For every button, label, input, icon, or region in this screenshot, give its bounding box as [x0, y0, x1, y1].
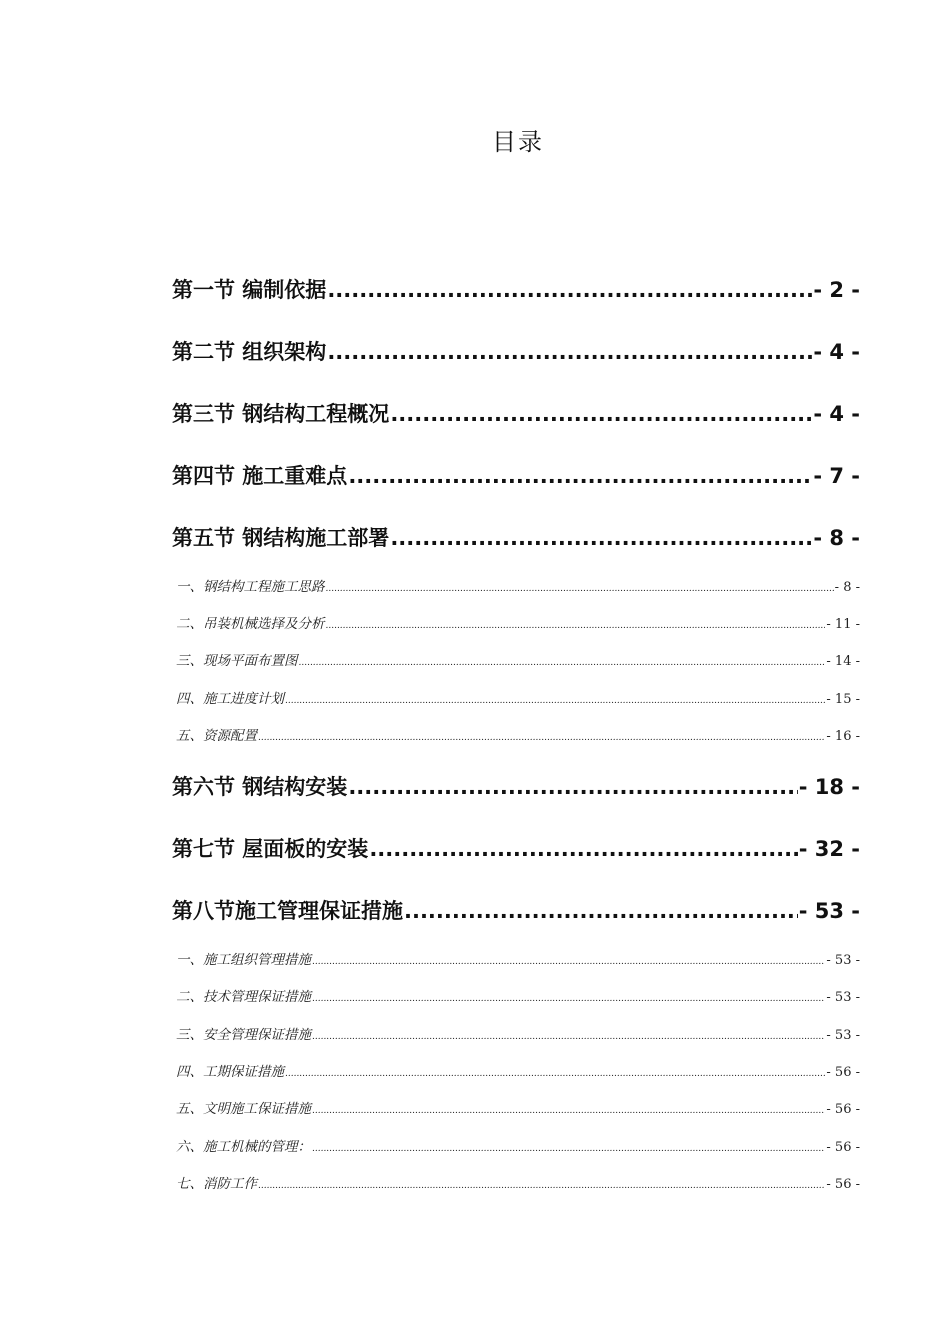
toc-subentry-page: - 56 - [826, 1177, 860, 1192]
toc-subentry-label: 二、吊装机械选择及分析 [176, 616, 325, 632]
toc-dot-leader [258, 726, 825, 748]
toc-subentry[interactable] [172, 577, 860, 597]
toc-dot-leader [404, 896, 798, 926]
toc-subentry[interactable] [172, 726, 860, 746]
toc-entry-label: 第八节施工管理保证措施 [172, 899, 403, 923]
toc-entry[interactable] [172, 275, 860, 305]
toc-dot-leader [312, 987, 825, 1009]
toc-subentry-label: 三、安全管理保证措施 [176, 1027, 311, 1043]
toc-dot-leader [369, 834, 797, 864]
toc-subentry-label: 四、施工进度计划 [176, 691, 284, 707]
toc-dot-leader [348, 772, 797, 802]
toc-subentry-page: - 11 - [826, 617, 860, 632]
toc-dot-leader [312, 950, 825, 972]
toc-subentry-page: - 56 - [826, 1065, 860, 1080]
toc-subentry[interactable] [172, 987, 860, 1007]
toc-entry-label: 第二节 组织架构 [172, 340, 327, 364]
toc-subentry-page: - 53 - [826, 990, 860, 1005]
toc-entry[interactable] [172, 399, 860, 429]
toc-subentry[interactable] [172, 689, 860, 709]
toc-subentry[interactable] [172, 651, 860, 671]
toc-subentry[interactable] [172, 1062, 860, 1082]
toc-entry[interactable] [172, 461, 860, 491]
toc-subentry[interactable] [172, 1025, 860, 1045]
toc-subentry[interactable] [172, 950, 860, 970]
toc-entry-page: - 4 - [813, 340, 860, 364]
toc-subentry[interactable] [172, 1099, 860, 1119]
toc-entry-page: - 32 - [798, 837, 860, 861]
toc-dot-leader [348, 461, 812, 491]
toc-subentry[interactable] [172, 1137, 860, 1157]
toc-entry-label: 第一节 编制依据 [172, 278, 327, 302]
toc-dot-leader [299, 651, 826, 673]
toc-entry-page: - 53 - [798, 899, 860, 923]
toc-entry-label: 第六节 钢结构安装 [172, 775, 348, 799]
toc-subentry-page: - 56 - [826, 1140, 860, 1155]
toc-subentry-label: 四、工期保证措施 [176, 1064, 284, 1080]
toc-subentry-label: 三、现场平面布置图 [176, 653, 298, 669]
toc-subentry-label: 六、施工机械的管理： [176, 1139, 311, 1155]
toc-subentry-label: 七、消防工作 [176, 1176, 257, 1192]
toc-entry[interactable] [172, 337, 860, 367]
toc-entry-label: 第七节 屋面板的安装 [172, 837, 369, 861]
toc-entry[interactable] [172, 772, 860, 802]
toc-entry-page: - 2 - [813, 278, 860, 302]
toc-subentry-page: - 15 - [826, 692, 860, 707]
toc-entry[interactable] [172, 896, 860, 926]
toc-subentry-label: 五、文明施工保证措施 [176, 1101, 311, 1117]
toc-subentry-page: - 56 - [826, 1102, 860, 1117]
toc-entry[interactable] [172, 834, 860, 864]
toc-subentry-page: - 14 - [826, 654, 860, 669]
toc-entry-page: - 18 - [798, 775, 860, 799]
page-title: 目录 [492, 128, 544, 156]
toc-dot-leader [285, 1062, 825, 1084]
toc-entry-page: - 4 - [813, 402, 860, 426]
toc-subentry-page: - 53 - [826, 953, 860, 968]
toc-subentry-page: - 8 - [834, 580, 860, 595]
toc-entry-label: 第四节 施工重难点 [172, 464, 348, 488]
toc-dot-leader [312, 1137, 825, 1159]
toc-subentry-label: 一、施工组织管理措施 [176, 952, 311, 968]
toc-subentry-page: - 16 - [826, 729, 860, 744]
toc-subentry-label: 一、钢结构工程施工思路 [176, 579, 325, 595]
toc-dot-leader [258, 1174, 825, 1196]
toc-entry-label: 第三节 钢结构工程概况 [172, 402, 390, 426]
toc-entry-page: - 8 - [813, 526, 860, 550]
toc-entry[interactable] [172, 523, 860, 553]
toc-subentry[interactable] [172, 1174, 860, 1194]
toc-dot-leader [390, 523, 812, 553]
toc-dot-leader [390, 399, 812, 429]
toc-dot-leader [327, 275, 812, 305]
toc-entry-page: - 7 - [813, 464, 860, 488]
toc-subentry[interactable] [172, 614, 860, 634]
toc-subentry-page: - 53 - [826, 1028, 860, 1043]
toc-dot-leader [285, 689, 825, 711]
toc-dot-leader [312, 1025, 825, 1047]
toc-dot-leader [312, 1099, 825, 1121]
toc-entry-label: 第五节 钢结构施工部署 [172, 526, 390, 550]
toc-dot-leader [326, 577, 834, 599]
table-of-contents [172, 0, 860, 1344]
toc-dot-leader [327, 337, 812, 367]
toc-subentry-label: 二、技术管理保证措施 [176, 989, 311, 1005]
toc-dot-leader [326, 614, 826, 636]
toc-subentry-label: 五、资源配置 [176, 728, 257, 744]
